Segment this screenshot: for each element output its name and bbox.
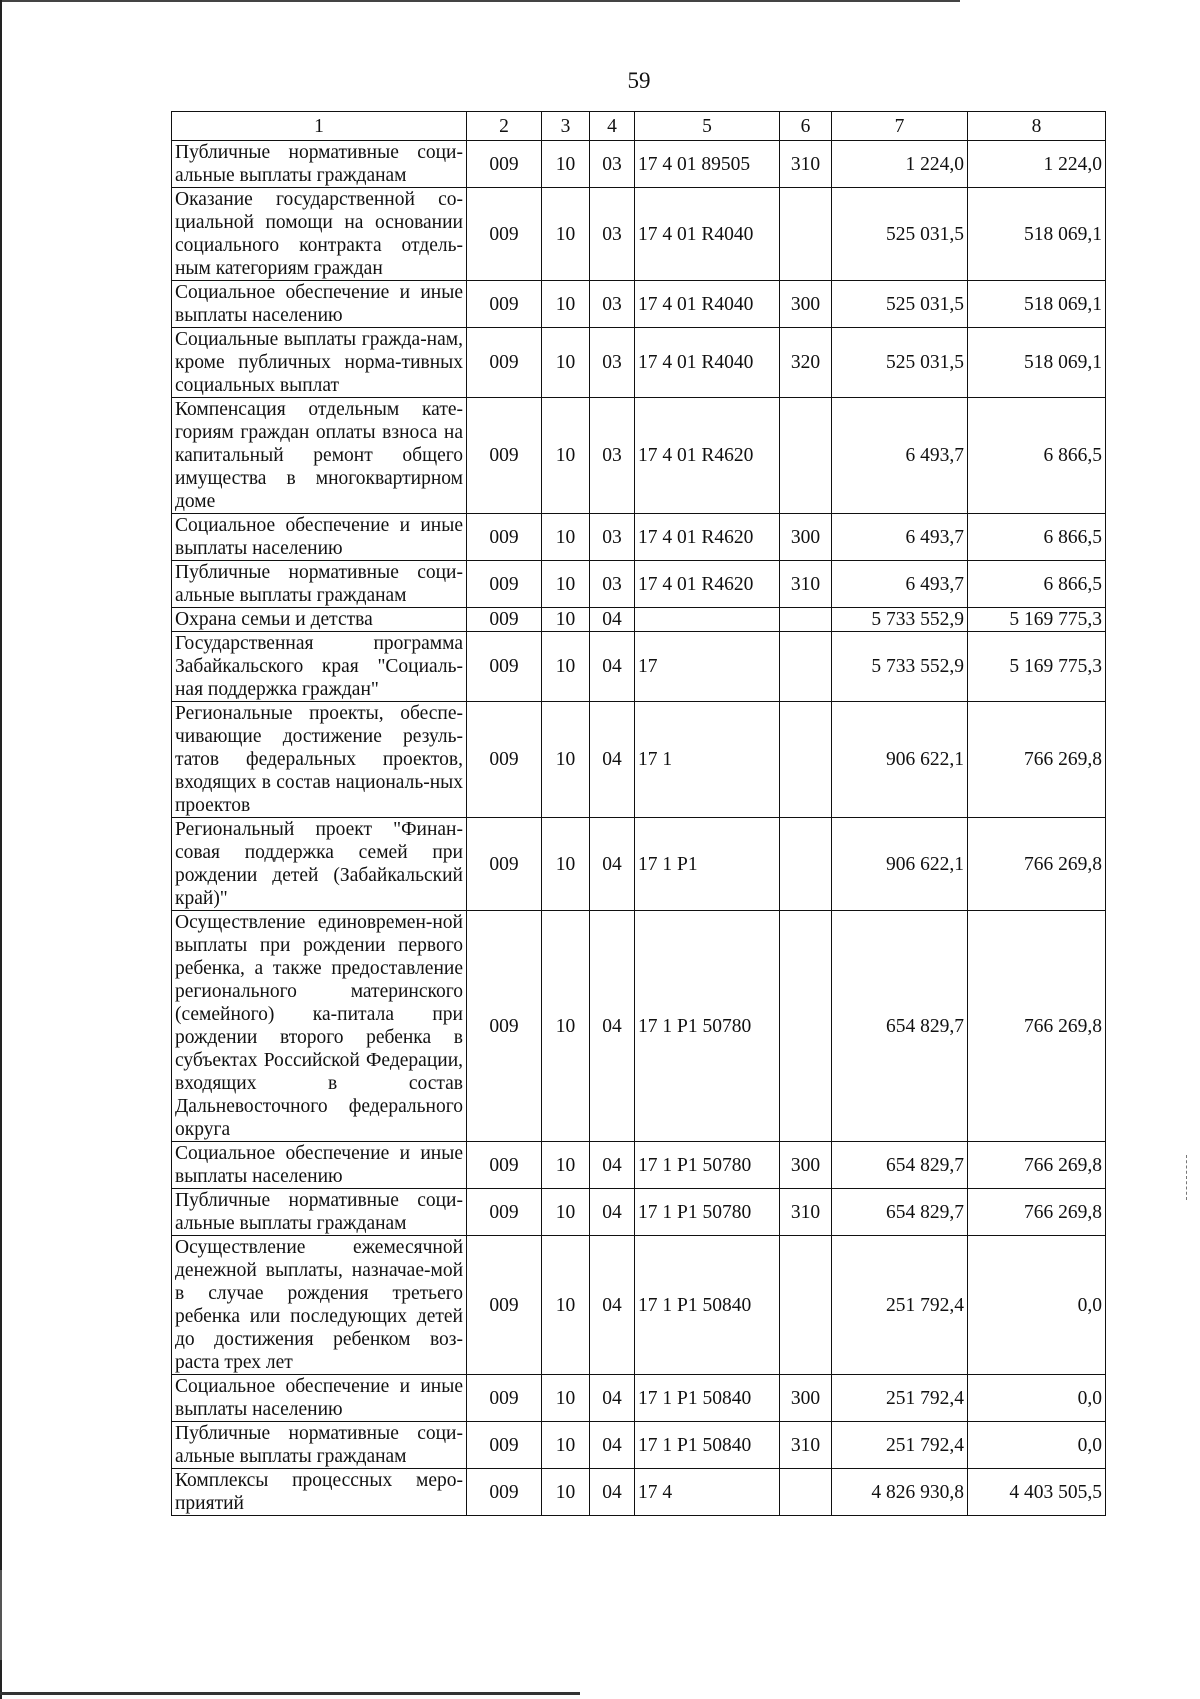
row-name-cell: Публичные нормативные соци-альные выплаты гражданам: [172, 561, 467, 608]
amount-year2-cell: 0,0: [968, 1422, 1106, 1469]
table-row: [172, 398, 1106, 514]
target-article-cell: 17 1: [635, 702, 780, 818]
table-row: [172, 608, 1106, 632]
row-name-cell: Охрана семьи и детства: [172, 608, 467, 632]
row-name-cell: Социальные выплаты гражда-нам, кроме публичных норма-тивных социальных выплат: [172, 328, 467, 398]
scan-edge-top: [0, 0, 960, 2]
header-cell: 4: [590, 112, 635, 141]
expense-type-cell: [780, 632, 832, 702]
subsection-cell: 04: [590, 702, 635, 818]
row-name-cell: Государственная программа Забайкальского края "Социаль-ная поддержка граждан": [172, 632, 467, 702]
section-cell: 10: [542, 561, 590, 608]
row-name-cell: Региональный проект "Финан-совая поддержка семей при рождении детей (Забайкальский край)": [172, 818, 467, 911]
expense-type-cell: 300: [780, 514, 832, 561]
target-article-cell: 17 1 P1 50840: [635, 1422, 780, 1469]
amount-year1-cell: 525 031,5: [832, 281, 968, 328]
amount-year2-cell: 6 866,5: [968, 398, 1106, 514]
expense-type-cell: 310: [780, 561, 832, 608]
amount-year2-cell: 518 069,1: [968, 281, 1106, 328]
amount-year2-cell: 518 069,1: [968, 328, 1106, 398]
row-name-cell: Комплексы процессных меро-приятий: [172, 1469, 467, 1516]
amount-year1-cell: 906 622,1: [832, 818, 968, 911]
section-cell: 10: [542, 1469, 590, 1516]
table-body: [172, 141, 1106, 1516]
grbs-cell: 009: [467, 514, 542, 561]
subsection-cell: 04: [590, 1189, 635, 1236]
section-cell: 10: [542, 911, 590, 1142]
amount-year1-cell: 906 622,1: [832, 702, 968, 818]
subsection-cell: 04: [590, 1142, 635, 1189]
row-name-cell: Осуществление ежемесячной денежной выплаты, назначае-мой в случае рождения третьего ребенка или последующих детей до достижения ребенком воз-раста трех лет: [172, 1236, 467, 1375]
target-article-cell: 17: [635, 632, 780, 702]
section-cell: 10: [542, 818, 590, 911]
amount-year1-cell: 525 031,5: [832, 328, 968, 398]
grbs-cell: 009: [467, 911, 542, 1142]
subsection-cell: 03: [590, 328, 635, 398]
subsection-cell: 04: [590, 608, 635, 632]
row-name-cell: Публичные нормативные соци-альные выплаты гражданам: [172, 1422, 467, 1469]
target-article-cell: 17 1 P1 50780: [635, 1142, 780, 1189]
expense-type-cell: 300: [780, 1375, 832, 1422]
grbs-cell: 009: [467, 1189, 542, 1236]
section-cell: 10: [542, 188, 590, 281]
expense-type-cell: 310: [780, 1422, 832, 1469]
grbs-cell: 009: [467, 1422, 542, 1469]
grbs-cell: 009: [467, 1469, 542, 1516]
grbs-cell: 009: [467, 1375, 542, 1422]
amount-year2-cell: 766 269,8: [968, 702, 1106, 818]
amount-year1-cell: 6 493,7: [832, 398, 968, 514]
expense-type-cell: [780, 608, 832, 632]
section-cell: 10: [542, 608, 590, 632]
amount-year2-cell: 766 269,8: [968, 1189, 1106, 1236]
section-cell: 10: [542, 328, 590, 398]
table-row: [172, 1189, 1106, 1236]
amount-year1-cell: 525 031,5: [832, 188, 968, 281]
section-cell: 10: [542, 141, 590, 188]
table-row: [172, 1469, 1106, 1516]
expense-type-cell: [780, 1236, 832, 1375]
grbs-cell: 009: [467, 632, 542, 702]
scan-edge-left: [0, 0, 2, 1699]
amount-year1-cell: 4 826 930,8: [832, 1469, 968, 1516]
amount-year1-cell: 654 829,7: [832, 1142, 968, 1189]
amount-year1-cell: 5 733 552,9: [832, 608, 968, 632]
budget-table: [171, 111, 1106, 1516]
target-article-cell: 17 4 01 R4620: [635, 561, 780, 608]
expense-type-cell: 300: [780, 281, 832, 328]
expense-type-cell: 310: [780, 1189, 832, 1236]
target-article-cell: 17 1 P1 50780: [635, 1189, 780, 1236]
subsection-cell: 04: [590, 911, 635, 1142]
amount-year2-cell: 766 269,8: [968, 1142, 1106, 1189]
subsection-cell: 03: [590, 561, 635, 608]
expense-type-cell: 320: [780, 328, 832, 398]
subsection-cell: 04: [590, 1236, 635, 1375]
section-cell: 10: [542, 1422, 590, 1469]
row-name-cell: Социальное обеспечение и иные выплаты населению: [172, 281, 467, 328]
scan-mark-right: [1186, 1155, 1189, 1200]
grbs-cell: 009: [467, 561, 542, 608]
table-row: [172, 1142, 1106, 1189]
amount-year2-cell: 1 224,0: [968, 141, 1106, 188]
subsection-cell: 04: [590, 818, 635, 911]
row-name-cell: Социальное обеспечение и иные выплаты населению: [172, 514, 467, 561]
table-row: [172, 561, 1106, 608]
table-row: [172, 1422, 1106, 1469]
amount-year2-cell: 6 866,5: [968, 514, 1106, 561]
amount-year1-cell: 654 829,7: [832, 1189, 968, 1236]
amount-year2-cell: 0,0: [968, 1236, 1106, 1375]
table-row: [172, 632, 1106, 702]
header-cell: 7: [832, 112, 968, 141]
amount-year2-cell: 5 169 775,3: [968, 608, 1106, 632]
row-name-cell: Осуществление единовремен-ной выплаты при рождении первого ребенка, а также предоставление регионального материнского (семейного) ка-питала при рождении второго ребенка в субъектах Российской Федерации, входящих в состав Дальневосточного федерального округа: [172, 911, 467, 1142]
subsection-cell: 03: [590, 398, 635, 514]
row-name-cell: Оказание государственной со-циальной помощи на основании социального контракта отдель-ным категориям граждан: [172, 188, 467, 281]
grbs-cell: 009: [467, 281, 542, 328]
grbs-cell: 009: [467, 608, 542, 632]
section-cell: 10: [542, 1236, 590, 1375]
table-row: [172, 1236, 1106, 1375]
grbs-cell: 009: [467, 141, 542, 188]
row-name-cell: Социальное обеспечение и иные выплаты населению: [172, 1142, 467, 1189]
amount-year1-cell: 1 224,0: [832, 141, 968, 188]
section-cell: 10: [542, 1375, 590, 1422]
header-cell: 2: [467, 112, 542, 141]
scan-edge-bottom: [0, 1692, 580, 1695]
target-article-cell: 17 4 01 R4040: [635, 328, 780, 398]
target-article-cell: 17 4 01 R4620: [635, 398, 780, 514]
section-cell: 10: [542, 702, 590, 818]
grbs-cell: 009: [467, 818, 542, 911]
grbs-cell: 009: [467, 188, 542, 281]
section-cell: 10: [542, 398, 590, 514]
table-row: [172, 141, 1106, 188]
amount-year2-cell: 518 069,1: [968, 188, 1106, 281]
subsection-cell: 03: [590, 514, 635, 561]
expense-type-cell: [780, 702, 832, 818]
header-cell: 3: [542, 112, 590, 141]
section-cell: 10: [542, 1142, 590, 1189]
target-article-cell: 17 4 01 R4040: [635, 188, 780, 281]
subsection-cell: 04: [590, 1375, 635, 1422]
target-article-cell: 17 1 P1: [635, 818, 780, 911]
target-article-cell: 17 1 P1 50780: [635, 911, 780, 1142]
expense-type-cell: 310: [780, 141, 832, 188]
amount-year2-cell: 6 866,5: [968, 561, 1106, 608]
amount-year2-cell: 766 269,8: [968, 818, 1106, 911]
table-row: [172, 818, 1106, 911]
amount-year1-cell: 251 792,4: [832, 1375, 968, 1422]
grbs-cell: 009: [467, 1142, 542, 1189]
subsection-cell: 03: [590, 281, 635, 328]
header-cell: 5: [635, 112, 780, 141]
row-name-cell: Социальное обеспечение и иные выплаты населению: [172, 1375, 467, 1422]
table-row: [172, 281, 1106, 328]
target-article-cell: 17 4 01 89505: [635, 141, 780, 188]
row-name-cell: Публичные нормативные соци-альные выплаты гражданам: [172, 1189, 467, 1236]
expense-type-cell: 300: [780, 1142, 832, 1189]
section-cell: 10: [542, 281, 590, 328]
grbs-cell: 009: [467, 328, 542, 398]
table-row: [172, 188, 1106, 281]
target-article-cell: 17 4 01 R4620: [635, 514, 780, 561]
header-cell: 8: [968, 112, 1106, 141]
amount-year1-cell: 251 792,4: [832, 1422, 968, 1469]
amount-year1-cell: 654 829,7: [832, 911, 968, 1142]
page-number: 59: [627, 68, 651, 93]
subsection-cell: 03: [590, 141, 635, 188]
subsection-cell: 04: [590, 1469, 635, 1516]
target-article-cell: 17 4: [635, 1469, 780, 1516]
grbs-cell: 009: [467, 1236, 542, 1375]
amount-year1-cell: 6 493,7: [832, 561, 968, 608]
amount-year1-cell: 5 733 552,9: [832, 632, 968, 702]
expense-type-cell: [780, 818, 832, 911]
amount-year1-cell: 251 792,4: [832, 1236, 968, 1375]
amount-year2-cell: 0,0: [968, 1375, 1106, 1422]
subsection-cell: 04: [590, 632, 635, 702]
target-article-cell: 17 1 P1 50840: [635, 1375, 780, 1422]
amount-year2-cell: 4 403 505,5: [968, 1469, 1106, 1516]
expense-type-cell: [780, 911, 832, 1142]
section-cell: 10: [542, 632, 590, 702]
table-row: [172, 514, 1106, 561]
table-header-row: [172, 112, 1106, 141]
header-cell: 6: [780, 112, 832, 141]
subsection-cell: 04: [590, 1422, 635, 1469]
table-row: [172, 1375, 1106, 1422]
scan-mark-left: [0, 1570, 8, 1660]
target-article-cell: 17 4 01 R4040: [635, 281, 780, 328]
expense-type-cell: [780, 1469, 832, 1516]
section-cell: 10: [542, 514, 590, 561]
table-row: [172, 911, 1106, 1142]
table-row: [172, 328, 1106, 398]
row-name-cell: Региональные проекты, обеспе-чивающие достижение резуль-татов федеральных проектов, входящих в состав националь-ных проектов: [172, 702, 467, 818]
expense-type-cell: [780, 398, 832, 514]
row-name-cell: Публичные нормативные соци-альные выплаты гражданам: [172, 141, 467, 188]
expense-type-cell: [780, 188, 832, 281]
target-article-cell: 17 1 P1 50840: [635, 1236, 780, 1375]
subsection-cell: 03: [590, 188, 635, 281]
amount-year2-cell: 766 269,8: [968, 911, 1106, 1142]
target-article-cell: [635, 608, 780, 632]
grbs-cell: 009: [467, 398, 542, 514]
amount-year2-cell: 5 169 775,3: [968, 632, 1106, 702]
row-name-cell: Компенсация отдельным кате-гориям граждан оплаты взноса на капитальный ремонт общего имущества в многоквартирном доме: [172, 398, 467, 514]
table-row: [172, 702, 1106, 818]
section-cell: 10: [542, 1189, 590, 1236]
grbs-cell: 009: [467, 702, 542, 818]
amount-year1-cell: 6 493,7: [832, 514, 968, 561]
header-cell: 1: [172, 112, 467, 141]
